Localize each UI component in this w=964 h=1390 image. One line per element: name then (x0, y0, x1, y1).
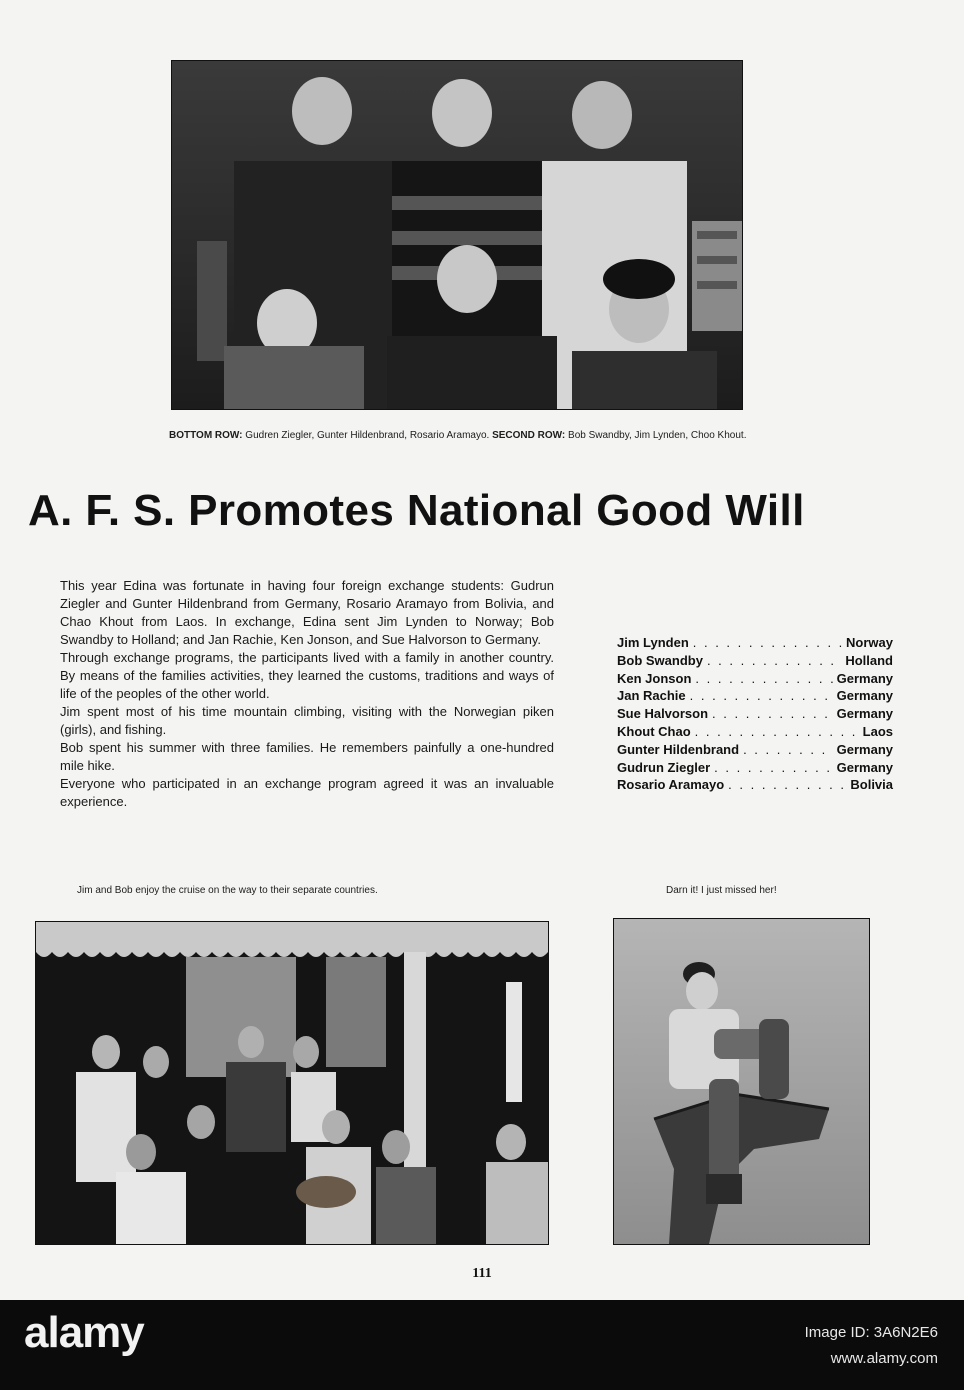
article-paragraph: Jim spent most of his time mountain climbing, visiting with the Norwegian piken (girls), and fishing. (60, 704, 554, 737)
climber-photo (613, 918, 870, 1245)
climber-caption: Darn it! I just missed her! (666, 885, 777, 896)
roster-row: Jan Rachie . . . Germany (617, 687, 893, 705)
site-link[interactable]: www.alamy.com (830, 1350, 938, 1367)
roster-row: Gudrun Ziegler . . . Germany (617, 759, 893, 777)
roster-row: Ken Jonson . . . Germany (617, 670, 893, 688)
roster-row: Sue Halvorson . . . Germany (617, 705, 893, 723)
roster-row: Khout Chao . . . Laos (617, 723, 893, 741)
roster-row: Bob Swandby . . . Holland (617, 652, 893, 670)
exchange-roster (617, 634, 893, 794)
cruise-photo (35, 921, 549, 1245)
article-paragraph: Bob spent his summer with three families. He remembers painfully a one-hundred mile hike. (60, 740, 554, 773)
page-number: 111 (472, 1266, 492, 1281)
roster-row: Jim Lynden . . . Norway (617, 634, 893, 652)
group-photo (171, 60, 743, 410)
cruise-caption: Jim and Bob enjoy the cruise on the way to their separate countries. (77, 885, 378, 896)
article-paragraph: Through exchange programs, the participants lived with a family in another country. By means of the families activities, they learned the customs, traditions and ways of life of the peoples of the other world. (60, 650, 554, 701)
image-id-label: Image ID: 3A6N2E6 (804, 1324, 938, 1341)
roster-row: Rosario Aramayo . . . Bolivia (617, 776, 893, 794)
article-paragraph: This year Edina was fortunate in having four foreign exchange students: Gudrun Ziegler and Gunter Hildenbrand from Germany, Rosario Aramayo from Bolivia, and Chao Khout from Laos. In exchange, Edina sent Jim Lynden to Norway; Bob Swandby to Holland; and Jan Rachie, Ken Jonson, and Sue Halvorson to Germany. (60, 578, 554, 647)
page-title: A. F. S. Promotes National Good Will (28, 486, 805, 535)
roster-row: Gunter Hildenbrand . . . Germany (617, 741, 893, 759)
article-paragraph: Everyone who participated in an exchange program agreed it was an invaluable experience. (60, 776, 554, 809)
watermark-footer (0, 1300, 964, 1390)
article-body (60, 577, 554, 811)
group-photo-caption: BOTTOM ROW: Gudren Ziegler, Gunter Hildenbrand, Rosario Aramayo. SECOND ROW: Bob Swandby, Jim Lynden, Choo Khout. (169, 430, 747, 441)
brand-logo: alamy (24, 1308, 144, 1357)
